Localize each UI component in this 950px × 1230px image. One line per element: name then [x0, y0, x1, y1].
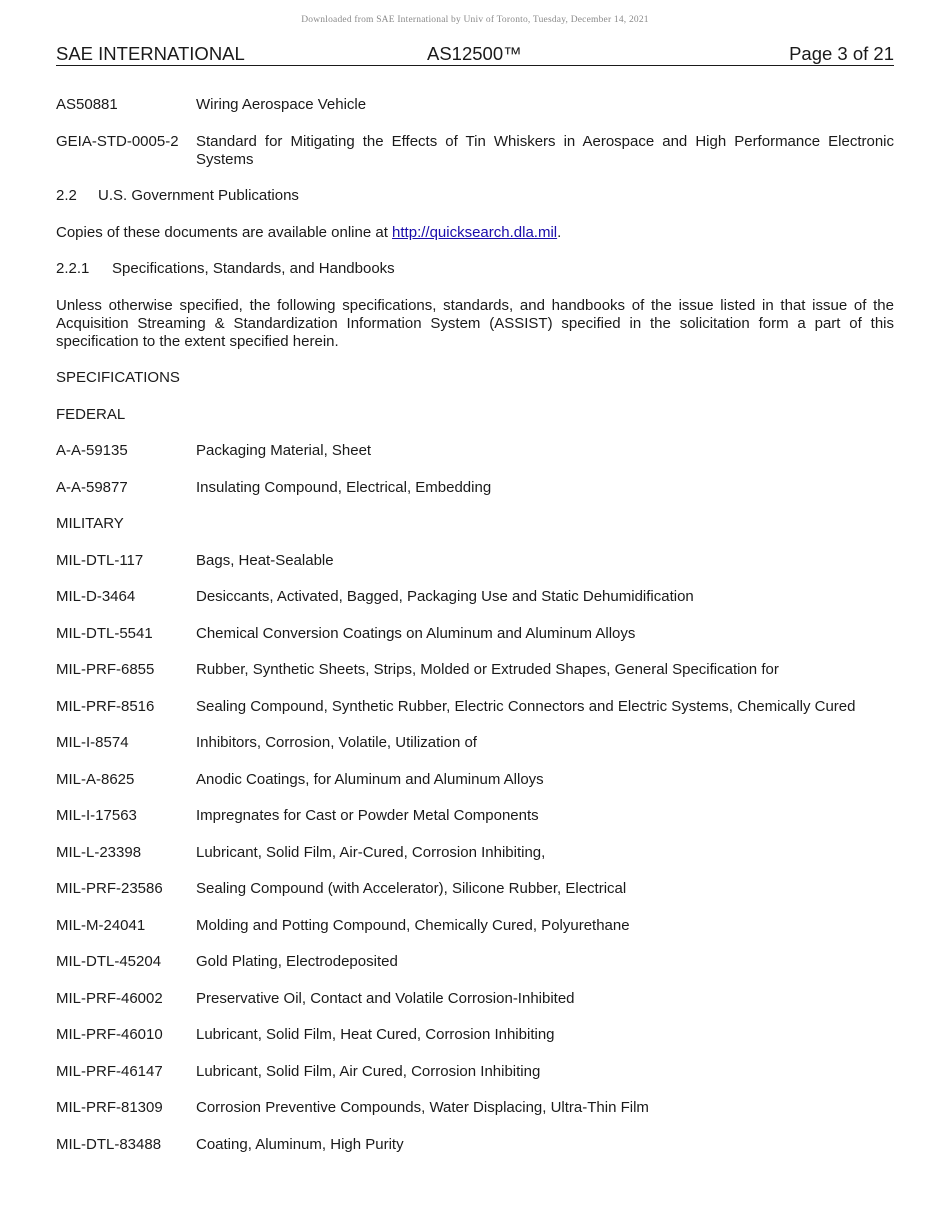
spec-row — [56, 734, 894, 752]
spec-title: Packaging Material, Sheet — [196, 442, 372, 459]
header-page-number: Page 3 of 21 — [789, 43, 894, 64]
spec-row — [56, 698, 894, 716]
page-header — [56, 43, 894, 66]
spec-row — [56, 1026, 894, 1044]
spec-title: Insulating Compound, Electrical, Embedding — [196, 478, 492, 496]
reference-row — [56, 133, 894, 169]
reference-row — [56, 96, 894, 114]
section-title: Specifications, Standards, and Handbooks — [112, 260, 395, 277]
header-org: SAE INTERNATIONAL — [56, 43, 245, 64]
spec-code: MIL-PRF-23586 — [56, 880, 163, 897]
spec-title: Corrosion Preventive Compounds, Water Displacing, Ultra-Thin Film — [196, 1099, 649, 1116]
header-doc-number: AS12500™ — [427, 43, 522, 64]
spec-row — [56, 807, 894, 825]
spec-row — [56, 479, 894, 497]
section-number: 2.2 — [56, 187, 77, 204]
spec-code: MIL-DTL-83488 — [56, 1135, 162, 1153]
spec-row — [56, 661, 894, 679]
spec-code: MIL-DTL-117 — [56, 551, 144, 569]
spec-row — [56, 1099, 894, 1117]
spec-code: MIL-PRF-6855 — [56, 661, 155, 678]
intro-paragraph: Unless otherwise specified, the following specifications, standards, and handbooks of the issue listed in that issue of the Acquisition Streaming & Standardization Information System (ASSIST) specified in the solicitation form a part of this specification to the extent specified herein. — [56, 296, 894, 350]
section-2-2-1-heading — [56, 260, 894, 278]
spec-code: MIL-I-8574 — [56, 734, 129, 751]
spec-code: MIL-PRF-8516 — [56, 697, 155, 715]
specifications-label: SPECIFICATIONS — [56, 369, 180, 386]
spec-title: Anodic Coatings, for Aluminum and Aluminum Alloys — [196, 770, 544, 788]
spec-row — [56, 880, 894, 898]
spec-title: Lubricant, Solid Film, Air Cured, Corrosion Inhibiting — [196, 1062, 541, 1080]
spec-title: Bags, Heat-Sealable — [196, 551, 334, 569]
section-number: 2.2.1 — [56, 260, 90, 277]
spec-title: Sealing Compound (with Accelerator), Silicone Rubber, Electrical — [196, 880, 627, 897]
section-title: U.S. Government Publications — [98, 187, 299, 204]
spec-code: MIL-D-3464 — [56, 588, 136, 605]
spec-code: A-A-59135 — [56, 442, 128, 459]
spec-title: Inhibitors, Corrosion, Volatile, Utilization of — [196, 734, 477, 751]
spec-title: Sealing Compound, Synthetic Rubber, Electric Connectors and Electric Systems, Chemically Cured — [196, 697, 856, 715]
section-2-2-heading — [56, 187, 894, 205]
spec-title: Lubricant, Solid Film, Heat Cured, Corrosion Inhibiting — [196, 1026, 555, 1043]
spec-row — [56, 625, 894, 643]
reference-title: Wiring Aerospace Vehicle — [196, 96, 367, 113]
reference-title: Standard for Mitigating the Effects of Tin Whiskers in Aerospace and High Performance Electronic Systems — [196, 132, 894, 168]
spec-row — [56, 552, 894, 570]
copies-paragraph — [56, 224, 894, 242]
federal-label: FEDERAL — [56, 405, 126, 423]
spec-code: A-A-59877 — [56, 478, 128, 496]
spec-code: MIL-PRF-46147 — [56, 1062, 163, 1080]
spec-title: Lubricant, Solid Film, Air-Cured, Corrosion Inhibiting, — [196, 843, 546, 861]
spec-title: Impregnates for Cast or Powder Metal Components — [196, 807, 539, 824]
spec-row — [56, 990, 894, 1008]
spec-title: Coating, Aluminum, High Purity — [196, 1135, 404, 1153]
spec-row — [56, 1136, 894, 1154]
spec-title: Chemical Conversion Coatings on Aluminum and Aluminum Alloys — [196, 624, 636, 642]
spec-row — [56, 442, 894, 460]
document-body — [56, 96, 894, 1172]
download-watermark: Downloaded from SAE International by Univ of Toronto, Tuesday, December 14, 2021 — [301, 15, 649, 25]
federal-list — [56, 442, 894, 497]
quicksearch-link[interactable]: http://quicksearch.dla.mil — [392, 223, 558, 241]
spec-code: MIL-M-24041 — [56, 916, 146, 934]
military-label: MILITARY — [56, 515, 124, 532]
spec-code: MIL-DTL-5541 — [56, 624, 153, 642]
spec-code: MIL-DTL-45204 — [56, 953, 162, 970]
spec-title: Preservative Oil, Contact and Volatile Corrosion-Inhibited — [196, 989, 575, 1007]
copies-period: . — [557, 223, 562, 241]
spec-title: Gold Plating, Electrodeposited — [196, 953, 398, 970]
copies-text: Copies of these documents are available online at — [56, 223, 393, 241]
spec-row — [56, 953, 894, 971]
spec-code: MIL-PRF-46010 — [56, 1026, 163, 1043]
military-list — [56, 552, 894, 1154]
spec-code: MIL-L-23398 — [56, 843, 142, 861]
spec-row — [56, 771, 894, 789]
spec-row — [56, 588, 894, 606]
spec-title: Molding and Potting Compound, Chemically Cured, Polyurethane — [196, 916, 630, 934]
reference-code: GEIA-STD-0005-2 — [56, 132, 179, 150]
spec-code: MIL-PRF-81309 — [56, 1099, 163, 1116]
spec-code: MIL-PRF-46002 — [56, 989, 163, 1007]
top-references — [56, 96, 894, 169]
spec-title: Rubber, Synthetic Sheets, Strips, Molded or Extruded Shapes, General Specification for — [196, 661, 779, 678]
spec-row — [56, 1063, 894, 1081]
spec-code: MIL-I-17563 — [56, 807, 137, 824]
spec-code: MIL-A-8625 — [56, 770, 135, 788]
spec-title: Desiccants, Activated, Bagged, Packaging Use and Static Dehumidification — [196, 588, 694, 605]
spec-row — [56, 917, 894, 935]
reference-code: AS50881 — [56, 96, 118, 113]
spec-row — [56, 844, 894, 862]
